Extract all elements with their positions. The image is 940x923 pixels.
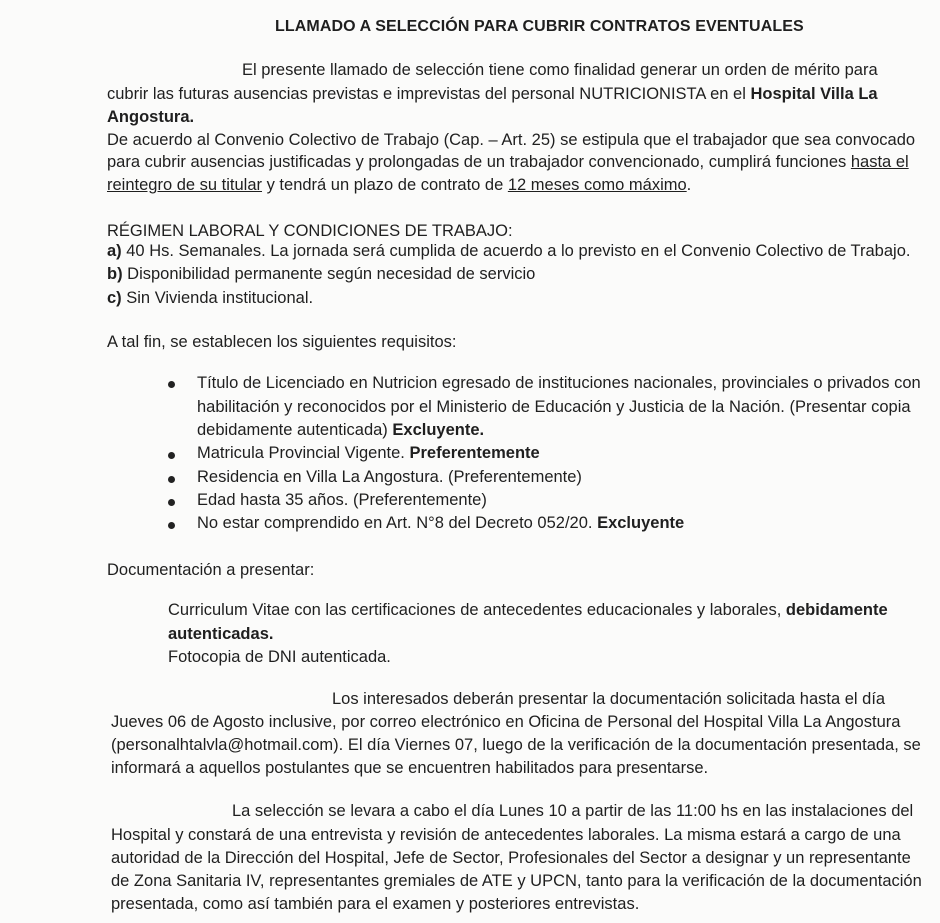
bullet-icon (168, 381, 175, 388)
seleccion-line-5: presentada, como así también para el examen y posteriores entrevistas. (111, 895, 640, 913)
requisito-2-preferentemente: Preferentemente (409, 444, 540, 462)
regimen-b-label: b) (107, 265, 123, 283)
regimen-item-a (107, 242, 910, 261)
requisito-1-line-3 (197, 421, 484, 440)
requisito-5-text: No estar comprendido en Art. N°8 del Decreto 052/20. (197, 514, 598, 532)
requisito-1-line-2: habilitación y reconocidos por el Ministerio de Educación y Justicia de la Nación. (Presentar copia (197, 398, 911, 416)
documentacion-item-1-text: Curriculum Vitae con las certificaciones de antecedentes educacionales y laborales, (168, 601, 786, 619)
regimen-item-b (107, 265, 535, 284)
documentacion-item-1-bold: debidamente (785, 601, 888, 619)
requisito-5 (197, 514, 684, 533)
intro-line-2-text: cubrir las futuras ausencias previstas e imprevistas del personal NUTRICIONISTA en el (107, 85, 751, 103)
requisito-2 (197, 444, 540, 463)
hospital-name-bold: Hospital Villa La (750, 85, 878, 103)
regimen-a-text: 40 Hs. Semanales. La jornada será cumplida de acuerdo a lo previsto en el Convenio Colectivo de Trabajo. (121, 242, 911, 260)
convenio-line-2-text: para cubrir ausencias justificadas y prolongadas de un trabajador convencionado, cumplirá funciones (107, 153, 851, 171)
bullet-icon (168, 452, 175, 459)
presentacion-line-1: Los interesados deberán presentar la documentación solicitada hasta el día (332, 690, 886, 708)
convenio-line-3-text: y tendrá un plazo de contrato de (262, 176, 508, 194)
requisito-1-line-3-text: debidamente autenticada) (197, 421, 393, 439)
regimen-b-text: Disponibilidad permanente según necesidad de servicio (122, 265, 536, 283)
documentacion-item-1-line-2: autenticadas. (168, 625, 274, 643)
bullet-icon (168, 476, 175, 483)
presentacion-line-2: Jueves 06 de Agosto inclusive, por correo electrónico en Oficina de Personal del Hospital Villa La Angostura (111, 713, 901, 731)
presentacion-line-4: informará a aquellos postulantes que se encuentren habilitados para presentarse. (111, 759, 709, 777)
regimen-heading: RÉGIMEN LABORAL Y CONDICIONES DE TRABAJO: (107, 222, 513, 240)
intro-line-2 (107, 85, 878, 104)
seleccion-line-1: La selección se levara a cabo el día Lunes 10 a partir de las 11:00 hs en las instalaciones del (232, 802, 914, 820)
documentacion-item-2: Fotocopia de DNI autenticada. (168, 648, 391, 666)
presentacion-line-3: (personalhtalvla@hotmail.com). El día Viernes 07, luego de la verificación de la documentación presentada, se (111, 736, 921, 754)
regimen-a-label: a) (107, 242, 122, 260)
requisito-5-excluyente: Excluyente (597, 514, 685, 532)
requisito-1-excluyente: Excluyente. (392, 421, 485, 439)
regimen-c-text: Sin Vivienda institucional. (121, 289, 314, 307)
requisito-2-text: Matricula Provincial Vigente. (197, 444, 410, 462)
convenio-line-3-end: . (686, 176, 692, 194)
documentacion-item-1-line-1 (168, 601, 888, 620)
convenio-line-2 (107, 153, 909, 172)
requisito-4: Edad hasta 35 años. (Preferentemente) (197, 491, 487, 509)
requisito-1-line-1: Título de Licenciado en Nutricion egresado de instituciones nacionales, provinciales o privados con (197, 374, 921, 392)
seleccion-line-3: autoridad de la Dirección del Hospital, Jefe de Sector, Profesionales del Sector a designar y un representante (111, 849, 911, 867)
intro-line-1: El presente llamado de selección tiene como finalidad generar un orden de mérito para (242, 61, 878, 79)
documentacion-heading: Documentación a presentar: (107, 561, 315, 579)
requisito-3: Residencia en Villa La Angostura. (Preferentemente) (197, 468, 582, 486)
bullet-icon (168, 499, 175, 506)
bullet-icon (168, 522, 175, 529)
intro-line-3: Angostura. (107, 108, 195, 126)
regimen-item-c (107, 289, 313, 308)
convenio-line-3 (107, 176, 691, 195)
requisitos-intro: A tal fin, se establecen los siguientes requisitos: (107, 333, 457, 351)
seleccion-line-4: de Zona Sanitaria IV, representantes gremiales de ATE y UPCN, tanto para la verificación de la documentación (111, 872, 922, 890)
convenio-underline-3: 12 meses como máximo (507, 176, 687, 194)
convenio-underline-2: reintegro de su titular (107, 176, 263, 194)
convenio-line-1: De acuerdo al Convenio Colectivo de Trabajo (Cap. – Art. 25) se estipula que el trabajador que sea convocado (107, 131, 916, 149)
convenio-underline-1: hasta el (850, 153, 909, 171)
regimen-c-label: c) (107, 289, 122, 307)
seleccion-line-2: Hospital y constará de una entrevista y revisión de antecedentes laborales. La misma estará a cargo de una (111, 826, 901, 844)
document-title: LLAMADO A SELECCIÓN PARA CUBRIR CONTRATOS EVENTUALES (275, 18, 804, 35)
